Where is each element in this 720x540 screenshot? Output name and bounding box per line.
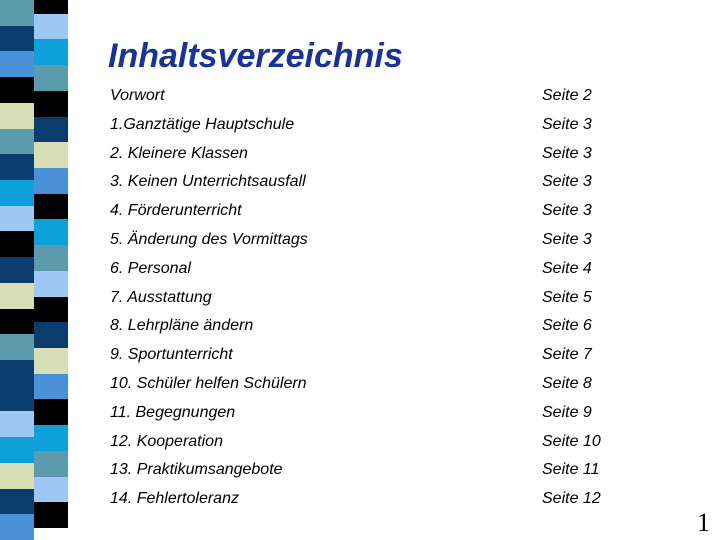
toc-entry-label: 8. Lehrpläne ändern <box>110 317 254 335</box>
stripe-segment <box>0 0 34 26</box>
stripe-segment <box>0 129 34 155</box>
stripe-segment <box>34 142 68 168</box>
toc-entry-label: 4. Förderunterricht <box>110 202 242 220</box>
toc-entry-page: Seite 3 <box>542 230 592 248</box>
stripe-segment <box>34 348 68 374</box>
toc-row <box>110 255 650 284</box>
stripe-segment <box>34 39 68 65</box>
toc-row <box>110 370 650 399</box>
toc-entry-page: Seite 4 <box>542 259 592 277</box>
toc-row <box>110 312 650 341</box>
stripe-segment <box>34 219 68 245</box>
stripe-segment <box>0 489 34 515</box>
toc-row <box>110 168 650 197</box>
stripe-segment <box>34 117 68 143</box>
toc-row <box>110 341 650 370</box>
stripe-segment <box>34 425 68 451</box>
toc-entry-label: 2. Kleinere Klassen <box>110 144 248 162</box>
toc-row <box>110 82 650 111</box>
stripe-segment <box>0 26 34 52</box>
toc-entry-page: Seite 9 <box>542 403 592 421</box>
toc-entry-label: 13. Praktikumsangebote <box>110 461 283 479</box>
toc-row <box>110 226 650 255</box>
toc-entry-label: 1.Ganztätige Hauptschule <box>110 115 295 133</box>
toc-entry-label: 3. Keinen Unterrichtsausfall <box>110 173 306 191</box>
stripe-segment <box>34 271 68 297</box>
stripe-segment <box>34 477 68 503</box>
stripe-segment <box>34 322 68 348</box>
toc-entry-label: 7. Ausstattung <box>110 288 212 306</box>
toc-entry-label: 11. Begegnungen <box>110 403 236 421</box>
toc-entry-page: Seite 3 <box>542 202 592 220</box>
stripe-segment <box>0 411 34 437</box>
toc-row <box>110 485 650 514</box>
toc-entry-page: Seite 3 <box>542 144 592 162</box>
toc-row <box>110 456 650 485</box>
stripe-segment <box>34 374 68 400</box>
stripe-segment <box>0 77 34 103</box>
toc-entry-page: Seite 11 <box>542 461 600 479</box>
slide-title: Inhaltsverzeichnis <box>108 37 403 75</box>
toc-entry-label: 5. Änderung des Vormittags <box>110 230 308 248</box>
toc-row <box>110 284 650 313</box>
stripe-segment <box>0 386 34 412</box>
stripe-segment <box>34 297 68 323</box>
stripe-segment <box>0 154 34 180</box>
toc-entry-page: Seite 3 <box>542 115 592 133</box>
stripe-segment <box>0 334 34 360</box>
toc-entry-label: Vorwort <box>110 87 165 104</box>
stripe-segment <box>0 257 34 283</box>
toc-row <box>110 399 650 428</box>
toc-entry-page: Seite 5 <box>542 288 592 306</box>
toc-row <box>110 428 650 457</box>
toc-entry-page: Seite 7 <box>542 346 592 364</box>
stripe-segment <box>0 180 34 206</box>
stripe-segment <box>34 451 68 477</box>
toc-entry-page: Seite 8 <box>542 374 592 392</box>
stripe-segment <box>0 206 34 232</box>
stripe-segment <box>34 0 68 14</box>
stripe-segment <box>34 168 68 194</box>
stripe-segment <box>0 463 34 489</box>
toc-row <box>110 140 650 169</box>
toc-row <box>110 197 650 226</box>
stripe-segment <box>34 14 68 40</box>
table-of-contents <box>110 82 650 514</box>
stripe-segment <box>0 283 34 309</box>
stripe-segment <box>34 91 68 117</box>
stripe-segment <box>0 231 34 257</box>
slide-page-number: 1 <box>697 508 710 537</box>
toc-entry-page: Seite 3 <box>542 173 592 191</box>
stripe-segment <box>0 103 34 129</box>
toc-entry-label: 9. Sportunterricht <box>110 346 233 364</box>
toc-entry-page: Seite 6 <box>542 317 592 335</box>
toc-row <box>110 111 650 140</box>
stripe-segment <box>34 65 68 91</box>
decorative-stripe-bar <box>0 0 68 540</box>
stripe-segment <box>0 437 34 463</box>
toc-entry-page: Seite 2 <box>542 87 592 104</box>
toc-entry-label: 14. Fehlertoleranz <box>110 490 239 508</box>
stripe-segment <box>0 51 34 77</box>
stripe-segment <box>34 502 68 528</box>
toc-entry-label: 10. Schüler helfen Schülern <box>110 374 307 392</box>
stripe-segment <box>0 360 34 386</box>
toc-entry-page: Seite 10 <box>542 432 601 450</box>
stripe-segment <box>34 399 68 425</box>
toc-entry-label: 6. Personal <box>110 259 191 277</box>
toc-entry-page: Seite 12 <box>542 490 601 508</box>
stripe-segment <box>34 245 68 271</box>
stripe-segment <box>0 309 34 335</box>
toc-entry-label: 12. Kooperation <box>110 432 223 450</box>
stripe-segment <box>0 514 34 540</box>
stripe-segment <box>34 194 68 220</box>
